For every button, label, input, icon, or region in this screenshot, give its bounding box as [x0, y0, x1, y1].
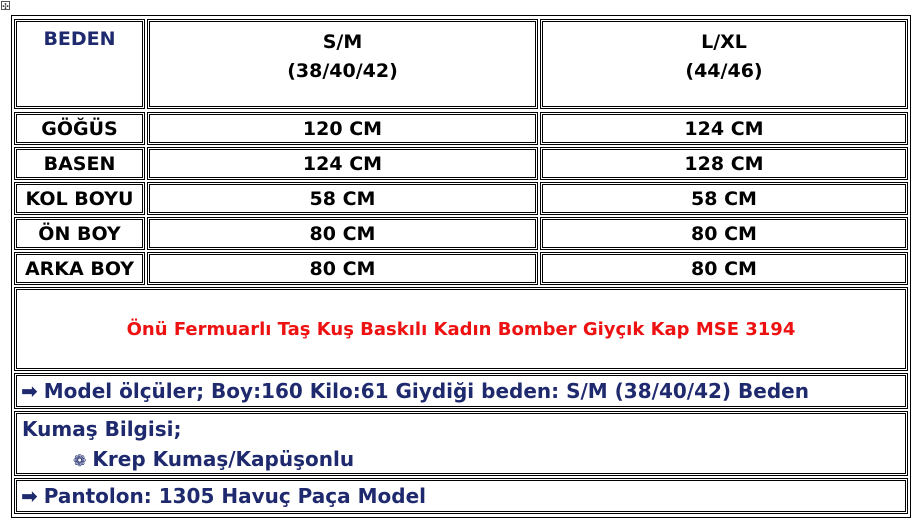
- cell-value: 80 CM: [691, 222, 757, 245]
- cell-value: 120 CM: [302, 117, 383, 140]
- header-size-sm: [147, 19, 538, 109]
- product-title-cell: [14, 287, 908, 371]
- table-cell: [147, 252, 538, 285]
- arrow-right-icon: ➡: [21, 379, 38, 403]
- pants-info-text: Pantolon: 1305 Havuç Paça Model: [43, 484, 426, 508]
- cell-value: 80 CM: [309, 257, 376, 280]
- fabric-heading: Kumaş Bilgisi;: [22, 417, 182, 441]
- cell-value: 124 CM: [684, 117, 764, 140]
- row-label: KOL BOYU: [25, 187, 134, 210]
- cell-value: 124 CM: [302, 152, 383, 175]
- table-cell: [147, 182, 538, 215]
- header-beden-label: BEDEN: [43, 28, 116, 50]
- table-cell: [540, 182, 908, 215]
- row-name-kol-boyu: [14, 182, 145, 215]
- table-cell: [147, 217, 538, 250]
- table-cell: [147, 112, 538, 145]
- cell-value: 80 CM: [309, 222, 376, 245]
- fabric-item-text: Krep Kumaş/Kapüşonlu: [92, 447, 355, 471]
- cell-value: 58 CM: [691, 187, 757, 210]
- header-size-lxl-sub: (44/46): [685, 60, 763, 82]
- cell-value: 128 CM: [684, 152, 764, 175]
- table-cell: [147, 147, 538, 180]
- cell-value: 58 CM: [309, 187, 376, 210]
- size-chart-table: [11, 15, 911, 518]
- cell-value: 80 CM: [691, 257, 757, 280]
- row-name-basen: [14, 147, 145, 180]
- fabric-item: [73, 447, 354, 471]
- model-info-cell: [14, 373, 908, 409]
- header-beden: [14, 19, 145, 109]
- pants-info-cell: [14, 478, 908, 514]
- table-cell: [540, 147, 908, 180]
- flower-bullet-icon: ❁: [73, 451, 87, 470]
- header-size-sm-sub: (38/40/42): [287, 60, 398, 82]
- table-cell: [540, 112, 908, 145]
- row-name-gogus: [14, 112, 145, 145]
- header-size-sm-label: S/M: [322, 31, 363, 53]
- row-name-arka-boy: [14, 252, 145, 285]
- row-label: ÖN BOY: [38, 222, 121, 245]
- product-title: Önü Fermuarlı Taş Kuş Baskılı Kadın Bomber Giyçık Kap MSE 3194: [126, 318, 796, 340]
- arrow-right-icon: ➡: [21, 484, 38, 508]
- row-label: BASEN: [43, 152, 116, 175]
- row-label: ARKA BOY: [24, 257, 135, 280]
- table-cell: [540, 217, 908, 250]
- row-name-on-boy: [14, 217, 145, 250]
- fabric-info-cell: [14, 411, 908, 476]
- model-info-text: Model ölçüler; Boy:160 Kilo:61 Giydiği beden: S/M (38/40/42) Beden: [43, 379, 809, 403]
- table-move-handle-icon[interactable]: ✣: [2, 2, 9, 11]
- row-label: GÖĞÜS: [41, 117, 118, 140]
- header-size-lxl-label: L/XL: [701, 31, 747, 53]
- header-size-lxl: [540, 19, 908, 109]
- table-cell: [540, 252, 908, 285]
